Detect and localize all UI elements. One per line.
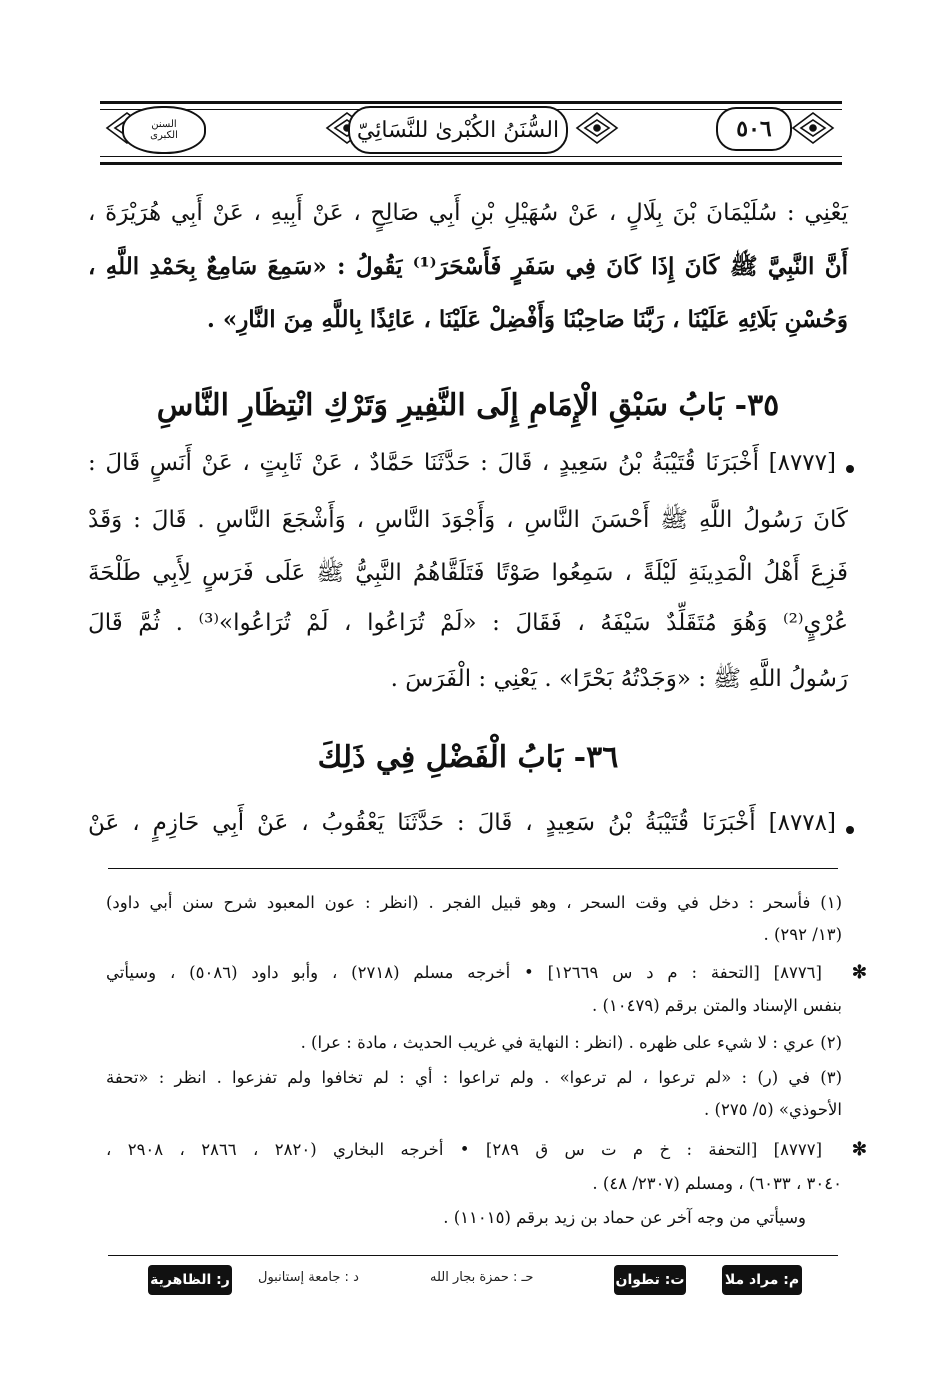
manuscript-badge-t: ت: تطوان xyxy=(614,1265,686,1295)
text-line: رَسُولُ اللَّهِ ﷺ : «وَجَدْتُهُ بَحْرًا» . يَعْنِي : الْفَرَسَ . xyxy=(390,666,848,692)
manuscript-badge-m: م: مراد ملا xyxy=(722,1265,802,1295)
text-line: [٨٧٧٨] أَخْبَرَنَا قُتَيْبَةُ بْنُ سَعِيدٍ ، قَالَ : حَدَّثَنَا يَعْقُوبُ ، عَنْ أَبِي حَازِمٍ ، عَنْ xyxy=(88,810,836,836)
text-line: أَنَّ النَّبِيَّ ﷺ كَانَ إِذَا كَانَ فِي سَفَرٍ فَأَسْحَرَ⁽¹⁾ يَقُولُ : «سَمِعَ سَامِعٌ بِحَمْدِ اللَّهِ ، xyxy=(88,253,848,280)
footnote-line: بنفس الإسناد والمتن برقم (١٠٤٧٩) . xyxy=(591,996,842,1015)
text-line: وَحُسْنِ بَلَائِهِ عَلَيْنَا ، رَبَّنَا صَاحِبْنَا وَأَفْضِلْ عَلَيْنَا ، عَائِذًا بِاللَّهِ مِنَ النَّارِ» . xyxy=(206,306,848,333)
bullet-icon xyxy=(846,465,854,473)
footnote-line: (٣) في (ر) : «لم ترعوا ، لم ترعوا» . ولم تراعوا : أي : لم تخافوا ولم تفزعوا . انظر : «تحفة xyxy=(106,1068,842,1087)
bullet-icon xyxy=(846,826,854,834)
footnote-line: [٨٧٧٧] [التحفة : خ م ت س ق ٢٨٩] • أخرجه البخاري (٢٨٢٠ ، ٢٨٦٦ ، ٢٩٠٨ ، xyxy=(106,1140,822,1159)
book-seal-logo xyxy=(122,106,206,154)
footnote-divider xyxy=(108,868,838,869)
footnote-line: (٢) عري : لا شيء على ظهره . (انظر : النهاية في غريب الحديث ، مادة : عرا) . xyxy=(300,1033,842,1052)
ornament-icon xyxy=(574,110,620,146)
chapter-heading-35: ٣٥- بَابُ سَبْقِ الْإِمَامِ إِلَى النَّفِيرِ وَتَرْكِ انْتِظَارِ النَّاسِ xyxy=(156,388,780,423)
text-line: فَزِعَ أَهْلُ الْمَدِينَةِ لَيْلَةً ، سَمِعُوا صَوْتًا فَتَلَقَّاهُمُ النَّبِيُّ ﷺ عَلَى فَرَسٍ لِأَبِي طَلْحَةَ xyxy=(88,560,848,586)
text-line: كَانَ رَسُولُ اللَّهِ ﷺ أَحْسَنَ النَّاسِ ، وَأَجْوَدَ النَّاسِ ، وَأَشْجَعَ النَّاسِ . قَالَ : وَقَدْ xyxy=(88,507,848,533)
ornament-icon xyxy=(790,110,836,146)
footnote-line: [٨٧٧٦] [التحفة : م د س ١٢٦٦٩] • أخرجه مسلم (٢٧١٨) ، وأبو داود (٥٠٨٦) ، وسيأتي xyxy=(106,963,822,982)
page-number: ٥٠٦ xyxy=(716,107,792,151)
footnote-line: ٣٠٤٠ ، ٦٠٣٣) ، ومسلم (٢٣٠٧/ ٤٨) . xyxy=(592,1174,842,1193)
chapter-heading-36: ٣٦- بَابُ الْفَضْلِ فِي ذَلِكَ xyxy=(317,740,619,775)
manuscript-label-d: د : جامعة إستانبول xyxy=(258,1270,359,1285)
footer-divider xyxy=(108,1255,838,1256)
manuscript-badge-r: ر: الظاهرية xyxy=(148,1265,232,1295)
footnote-line: وسيأتي من وجه آخر عن حماد بن زيد برقم (١١٠١٥) . xyxy=(443,1208,806,1227)
asterisk-icon: ✻ xyxy=(851,962,867,983)
text-line: عُرْيٍ⁽²⁾ وَهُوَ مُتَقَلِّدٌ سَيْفَهُ ، فَقَالَ : «لَمْ تُرَاعُوا ، لَمْ تُرَاعُوا»⁽³⁾ . ثُمَّ قَالَ xyxy=(88,610,848,636)
page-header xyxy=(100,101,842,165)
footnote-line: (١٣/ ٢٩٢) . xyxy=(763,925,842,944)
footnote-line: (١) فأسحر : دخل في وقت السحر ، وهو قبيل الفجر . (انظر : عون المعبود شرح سنن أبي داود) xyxy=(106,893,842,912)
asterisk-icon: ✻ xyxy=(851,1139,867,1160)
footnote-line: الأحوذي» (٥/ ٢٧٥) . xyxy=(704,1100,842,1119)
manuscript-label-h: حـ : حمزة بجار الله xyxy=(430,1270,534,1285)
text-line: يَعْنِي : سُلَيْمَانَ بْنَ بِلَالٍ ، عَنْ سُهَيْلِ بْنِ أَبِي صَالِحٍ ، عَنْ أَبِيهِ ، عَنْ أَبِي هُرَيْرَةَ ، xyxy=(88,200,848,226)
text-line: [٨٧٧٧] أَخْبَرَنَا قُتَيْبَةُ بْنُ سَعِيدٍ ، قَالَ : حَدَّثَنَا حَمَّادٌ ، عَنْ ثَابِتٍ ، عَنْ أَنَسٍ قَالَ : xyxy=(88,450,836,476)
book-title: السُّنَنُ الكُبْرىٰ للنَّسَائِيّ xyxy=(348,106,568,154)
seal-text-top: السنن xyxy=(151,119,177,130)
seal-text-bottom: الكبرى xyxy=(150,130,178,141)
